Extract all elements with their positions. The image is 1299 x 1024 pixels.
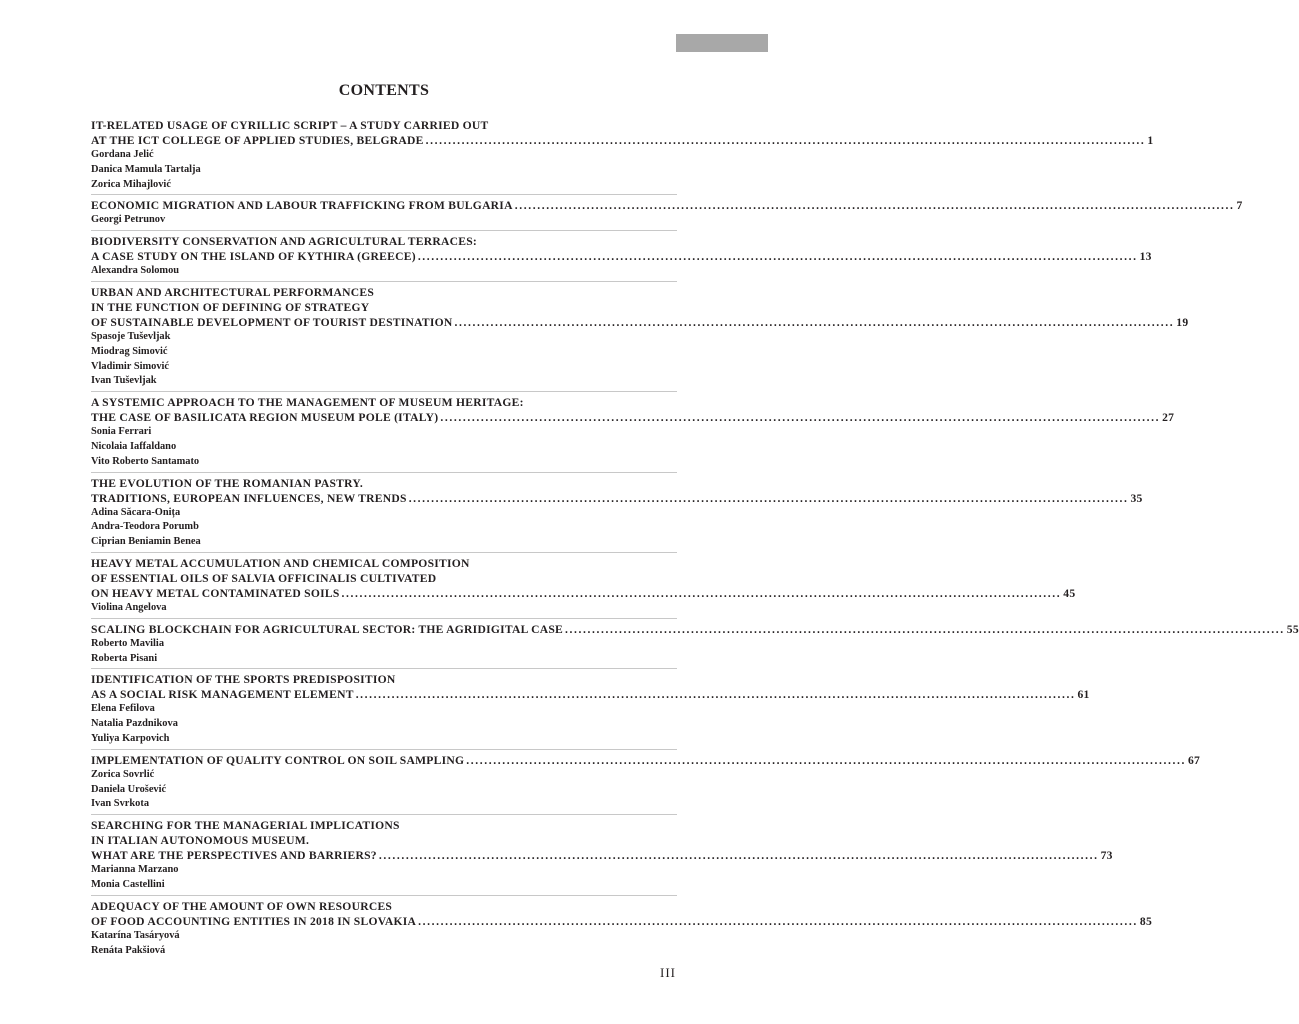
toc-entry-title-line: A SYSTEMIC APPROACH TO THE MANAGEMENT OF MUSEUM HERITAGE: xyxy=(91,396,524,410)
toc-entry-title-line xyxy=(91,315,1189,330)
toc-entry[interactable] xyxy=(91,230,1152,279)
dot-leader: ................................................................................................................................................................ xyxy=(425,134,1146,147)
toc-entry-title-line: URBAN AND ARCHITECTURAL PERFORMANCES xyxy=(91,285,375,299)
toc-entry-author: Nicolaia Iaffaldano xyxy=(91,440,177,452)
dot-leader: ................................................................................................................................................................ xyxy=(417,250,1138,264)
toc-entry-title-line: HEAVY METAL ACCUMULATION AND CHEMICAL COMPOSITION xyxy=(91,556,470,570)
toc-entry-page: 73 xyxy=(1100,849,1113,863)
toc-entry-title-text: TRADITIONS, EUROPEAN INFLUENCES, NEW TRENDS xyxy=(91,491,407,505)
toc-entry-title-text: AS A SOCIAL RISK MANAGEMENT ELEMENT xyxy=(91,688,354,702)
toc-entry-title-text: A CASE STUDY ON THE ISLAND OF KYTHIRA (GREECE) xyxy=(91,250,416,264)
dot-leader: ................................................................................................................................................................ xyxy=(514,199,1235,213)
toc-entry[interactable] xyxy=(91,895,1153,959)
toc-entry-title-line xyxy=(91,491,1143,506)
toc-entry-author: Miodrag Simović xyxy=(91,345,168,357)
toc-entry-author: Ivan Tuševljak xyxy=(91,375,157,387)
toc-entry-author: Natalia Pazdnikova xyxy=(91,718,178,730)
toc-entry-title-line xyxy=(91,848,1113,863)
toc-entry-page: 27 xyxy=(1162,411,1175,425)
toc-entry-author: Spasoje Tuševljak xyxy=(91,330,171,342)
dot-leader: ................................................................................................................................................................ xyxy=(418,914,1138,928)
dot-leader: ................................................................................................................................................................ xyxy=(341,586,1062,600)
toc-entry-title-text: OF FOOD ACCOUNTING ENTITIES IN 2018 IN SLOVAKIA xyxy=(91,914,417,928)
toc-entry-title-line: IT-RELATED USAGE OF CYRILLIC SCRIPT – A STUDY CARRIED OUT xyxy=(91,119,489,132)
toc-entry-author: Gordana Jelić xyxy=(91,149,154,160)
toc-entry-title-text: OF SUSTAINABLE DEVELOPMENT OF TOURIST DESTINATION xyxy=(91,315,453,329)
page-number: III xyxy=(660,965,676,980)
toc-entry-author: Ivan Svrkota xyxy=(91,798,150,810)
toc-entry-author: Roberto Mavilia xyxy=(91,637,165,649)
toc-entry[interactable] xyxy=(91,391,1175,469)
toc-entry[interactable] xyxy=(91,194,1243,228)
toc-entry-title-line: SEARCHING FOR THE MANAGERIAL IMPLICATIONS xyxy=(91,819,400,833)
dot-leader: ................................................................................................................................................................ xyxy=(378,849,1099,863)
toc-entry-title-line: OF ESSENTIAL OILS OF SALVIA OFFICINALIS CULTIVATED xyxy=(91,571,437,585)
toc-entry-title-line xyxy=(91,687,1090,702)
toc-entry-author: Georgi Petrunov xyxy=(91,214,166,226)
dot-leader: ................................................................................................................................................................ xyxy=(355,688,1076,702)
toc-entry-author: Sonia Ferrari xyxy=(91,426,152,438)
toc-entry-title-text: THE CASE OF BASILICATA REGION MUSEUM POLE (ITALY) xyxy=(91,411,439,425)
toc-entry[interactable] xyxy=(91,668,1090,746)
toc-entry-page: 85 xyxy=(1139,914,1153,928)
toc-entry[interactable] xyxy=(91,118,1154,192)
toc-entry-title-line xyxy=(91,622,1299,637)
toc-entry-author: Adina Săcara-Onița xyxy=(91,506,181,518)
toc-entry-page: 35 xyxy=(1130,491,1143,505)
toc-entry-author: Yuliya Karpovich xyxy=(91,732,170,744)
toc-entry-page: 19 xyxy=(1176,315,1189,329)
toc-entry-title-text: IMPLEMENTATION OF QUALITY CONTROL ON SOIL SAMPLING xyxy=(91,753,465,767)
toc-entry-author: Marianna Marzano xyxy=(91,864,179,876)
toc-entry-title-text: ON HEAVY METAL CONTAMINATED SOILS xyxy=(91,586,340,600)
toc-entry-author: Vladimir Simović xyxy=(91,360,170,372)
toc-entry-page: 55 xyxy=(1286,622,1299,636)
toc-entry-title-text: SCALING BLOCKCHAIN FOR AGRICULTURAL SECTOR: THE AGRIDIGITAL CASE xyxy=(91,622,564,636)
toc-entry-page: 67 xyxy=(1188,753,1201,767)
toc-entry-author: Alexandra Solomou xyxy=(91,265,180,277)
dot-leader: ................................................................................................................................................................ xyxy=(408,491,1129,505)
page-title: CONTENTS xyxy=(338,82,430,99)
toc-entry-title-text: ECONOMIC MIGRATION AND LABOUR TRAFFICKING FROM BULGARIA xyxy=(91,199,513,213)
toc-entry-author: Danica Mamula Tartalja xyxy=(91,163,201,175)
toc-entry[interactable] xyxy=(91,552,1076,616)
toc-entry-title-line: BIODIVERSITY CONSERVATION AND AGRICULTURAL TERRACES: xyxy=(91,235,478,249)
dot-leader: ................................................................................................................................................................ xyxy=(565,622,1285,636)
toc-entry-author: Renáta Pakšiová xyxy=(91,944,166,956)
toc-entry[interactable] xyxy=(91,814,1113,893)
toc-entry-title-line: IDENTIFICATION OF THE SPORTS PREDISPOSITION xyxy=(91,673,396,687)
toc-entry-author: Roberta Pisani xyxy=(91,652,158,664)
dot-leader: ................................................................................................................................................................ xyxy=(440,411,1161,425)
toc-entry-title-line xyxy=(91,410,1175,425)
toc-entry-page: 13 xyxy=(1139,250,1152,264)
toc-entry-title-line: IN ITALIAN AUTONOMOUS MUSEUM. xyxy=(91,834,310,848)
toc-entry-title-line xyxy=(91,133,1154,148)
toc-entry-title-line xyxy=(91,198,1243,213)
dot-leader: ................................................................................................................................................................ xyxy=(466,753,1186,767)
toc-entry-author: Ciprian Beniamin Benea xyxy=(91,536,201,548)
toc-entry-title-line xyxy=(91,914,1153,929)
toc-entry-author: Katarína Tasáryová xyxy=(91,929,180,941)
toc-entry-author: Elena Fefilova xyxy=(91,703,155,715)
toc-entry-title-line xyxy=(91,753,1201,768)
toc-entry-author: Zorica Mihajlović xyxy=(91,178,171,190)
toc-entry-author: Vito Roberto Santamato xyxy=(91,455,200,467)
toc-entry-author: Violina Angelova xyxy=(91,601,167,613)
toc-entry-author: Andra-Teodora Porumb xyxy=(91,521,199,533)
toc-entry[interactable] xyxy=(91,281,1189,389)
toc-entry-title-line: IN THE FUNCTION OF DEFINING OF STRATEGY xyxy=(91,300,370,314)
toc-entry-title-text: WHAT ARE THE PERSPECTIVES AND BARRIERS? xyxy=(91,849,377,863)
toc-entry-page: 45 xyxy=(1063,586,1076,600)
toc-entry-title-line xyxy=(91,586,1076,601)
corner-tab-marker xyxy=(676,34,768,52)
toc-entry-author: Zorica Sovrlić xyxy=(91,768,155,780)
toc-entry-page: 1 xyxy=(1147,134,1154,147)
table-of-contents xyxy=(91,118,1299,960)
toc-entry[interactable] xyxy=(91,749,1201,812)
toc-entry-title-text: AT THE ICT COLLEGE OF APPLIED STUDIES, BELGRADE xyxy=(91,134,424,147)
toc-entry-page: 61 xyxy=(1077,688,1090,702)
toc-entry-title-line: ADEQUACY OF THE AMOUNT OF OWN RESOURCES xyxy=(91,899,393,913)
toc-entry[interactable] xyxy=(91,472,1143,550)
dot-leader: ................................................................................................................................................................ xyxy=(454,315,1175,329)
toc-entry-title-line xyxy=(91,249,1152,264)
toc-entry-author: Monia Castellini xyxy=(91,878,165,890)
toc-entry-author: Daniela Urošević xyxy=(91,783,167,795)
toc-entry-page: 7 xyxy=(1236,199,1243,213)
toc-entry[interactable] xyxy=(91,618,1299,667)
toc-entry-title-line: THE EVOLUTION OF THE ROMANIAN PASTRY. xyxy=(91,476,364,490)
